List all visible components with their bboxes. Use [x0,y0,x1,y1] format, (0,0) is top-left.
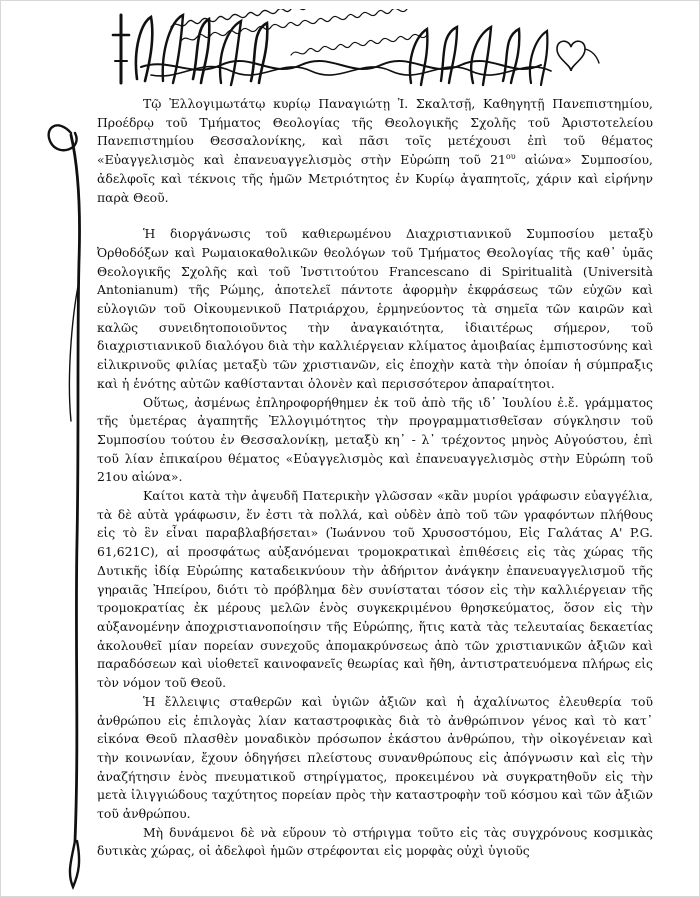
paragraph-patristic-quote: Καίτοι κατὰ τὴν ἀψευδῆ Πατερικὴν γλῶσσαν «κἂν μυρίοι γράφωσιν εὐαγγέλια, τὰ δὲ αὐτὰ γράφωσιν, ἕν ἐστι τὰ πολλά, καὶ οὐδὲν ἀπὸ τοῦ τῶν γραφόντων πλήθους εἰς τὸ ἓν εἶναι παραβλαβήσεται» (Ἰωάννου τοῦ Χρυσοστόμου, Εἰς Γαλάτας Α' P.G. 61,621C), αἱ προσφάτως αὐξανόμεναι τρομοκρατικαὶ ἐπιθέσεις εἰς τὰς χώρας τῆς Δυτικῆς ἰδίᾳ Εὐρώπης καταδεικνύουν τὴν ἀδήριτον ἀνάγκην ἐπανευαγγελισμοῦ τῆς γηραιᾶς Ἠπείρου, διότι τὸ πρόβλημα δὲν συνίσταται τόσον εἰς τὴν καλλιέργειαν τῆς τρομοκρατίας ἐκ μέρους μελῶν ἑνὸς συγκεκριμένου θρησκεύματος, ὅσον εἰς τὴν αὐξανομένην ἀποχριστιανοποίησιν τῆς Εὐρώπης, ἥτις κατὰ τὰς τελευταίας δεκαετίας ἀκολουθεῖ μίαν πορείαν συνεχοῦς ἀπομακρύνσεως ἀπὸ τῶν χριστιανικῶν ἀξιῶν καὶ παραδόσεων καὶ υἱοθετεῖ καινοφανεῖς θεωρίας καὶ ἤθη, ἀντιστρατευόμενα πλήρως εἰς τὸν νόμον τοῦ Θεοῦ. [97,488,653,691]
paragraph-informed-of-meeting: Οὕτως, ἀσμένως ἐπληροφορήθημεν ἐκ τοῦ ἀπὸ τῆς ιδ᾽ Ἰουλίου ἐ.ἔ. γράμματος τῆς ὑμετέρας ἀγαπητῆς Ἐλλογιμότητος τὴν προγραμματισθεῖσαν σύγκλησιν τοῦ Συμποσίου τούτου ἐν Θεσσαλονίκῃ, μεταξὺ κη᾽ - λ᾽ τρέχοντος μηνὸς Αὐγούστου, ἐπὶ τοῦ λίαν ἐπικαίρου θέματος «Εὐαγγελισμὸς καὶ ἐπανευαγγελισμὸς στὴν Εὐρώπη τοῦ 21ου αἰώνα». [97,394,653,485]
salutation-text-end: αἰώνα» Συμποσίου, ἀδελφοῖς καὶ τέκνοις τῆς ἡμῶν Μετριότητος ἐν Κυρίῳ ἀγαπητοῖς, χάριν καὶ εἰρήνην παρὰ Θεοῦ. [97,152,653,205]
patriarch-signature-icon [111,9,601,89]
paragraph-symposium-organization: Ἡ διοργάνωσις τοῦ καθιερωμένου Διαχριστιανικοῦ Συμποσίου μεταξὺ Ὀρθοδόξων καὶ Ρωμαιοκαθολικῶν θεολόγων τοῦ Τμήματος Θεολογίας τῆς καθ᾽ ὑμᾶς Θεολογικῆς Σχολῆς καὶ τοῦ Ἰνστιτούτου Francescano di Spiritualità (Università Antonianum) τῆς Ρώμης, ἀποτελεῖ πάντοτε ἀφορμὴν ἐκφράσεως τῶν εὐχῶν καὶ εὐλογιῶν τοῦ Οἰκουμενικοῦ Πατριάρχου, ἑρμηνεύοντος τὰ σημεῖα τῶν καιρῶν καὶ καλῶς συνειδητοποιοῦντος τὴν ἀναγκαιότητα, ἰδιαιτέρως σήμερον, τοῦ διαχριστιανικοῦ διαλόγου διὰ τὴν καλλιέργειαν κλίματος ἀμοιβαίας ἐμπιστοσύνης καὶ εἰλικρινοῦς φιλίας μεταξὺ τῶν χριστιανῶν, εἰς ἐποχὴν κατὰ τὴν ὁποίαν ἡ σύμπραξις καὶ ἡ ἑνότης αὐτῶν καθίστανται ὁλονὲν καὶ περισσότερον ἀπαραίτητοι. [97,226,653,391]
letter-body [97,95,653,861]
salutation-text: Τῷ Ἐλλογιμωτάτῳ κυρίῳ Παναγιώτῃ Ἰ. Σκαλτσῇ, Καθηγητῇ Πανεπιστημίου, Προέδρῳ τοῦ Τμήματος Θεολογίας τῆς Θεολογικῆς Σχολῆς τοῦ Ἀριστοτελείου Πανεπιστημίου Θεσσαλονίκης, καὶ πᾶσι τοῖς μετέχουσι ἐπὶ τοῦ θέματος «Εὐαγγελισμὸς καὶ ἐπανευαγγελισμὸς στὴν Εὐρώπη τοῦ 21 [97,96,653,168]
salutation-paragraph [97,95,653,207]
paragraph-lack-of-values: Ἡ ἔλλειψις σταθερῶν καὶ ὑγιῶν ἀξιῶν καὶ ἡ ἀχαλίνωτος ἐλευθερία τοῦ ἀνθρώπου εἰς ἐπιλογὰς λίαν καταστροφικὰς διὰ τὸ ἀνθρώπινον γένος καὶ τὸ κατ᾽ εἰκόνα Θεοῦ πλασθὲν μοναδικὸν πρόσωπον ἑκάστου ἀνθρώπου, τὴν οἰκογένειαν καὶ τὴν κοινωνίαν, ἔχουν ὁδηγήσει πλείστους συνανθρώπους εἰς ἀπόγνωσιν καὶ εἰς τὴν ἀναζήτησιν ἑνὸς πνευματικοῦ στηρίγματος, προκειμένου νὰ συγκρατηθοῦν εἰς τὴν μετὰ ἰλιγγιώδους ταχύτητος πορείαν πρὸς τὴν καταστροφὴν τοῦ κόσμου καὶ τῶν ἀξιῶν τοῦ ἀνθρώπου. [97,693,653,822]
century-superscript: ου [505,151,516,161]
paragraph-seeking-support: Μὴ δυνάμενοι δὲ νὰ εὕρουν τὸ στήριγμα τοῦτο εἰς τὰς συγχρόνους κοσμικὰς δυτικὰς χώρας, οἱ ἀδελφοὶ ἡμῶν στρέφονται εἰς μορφὰς οὐχὶ ὑγιοῦς [97,824,653,859]
